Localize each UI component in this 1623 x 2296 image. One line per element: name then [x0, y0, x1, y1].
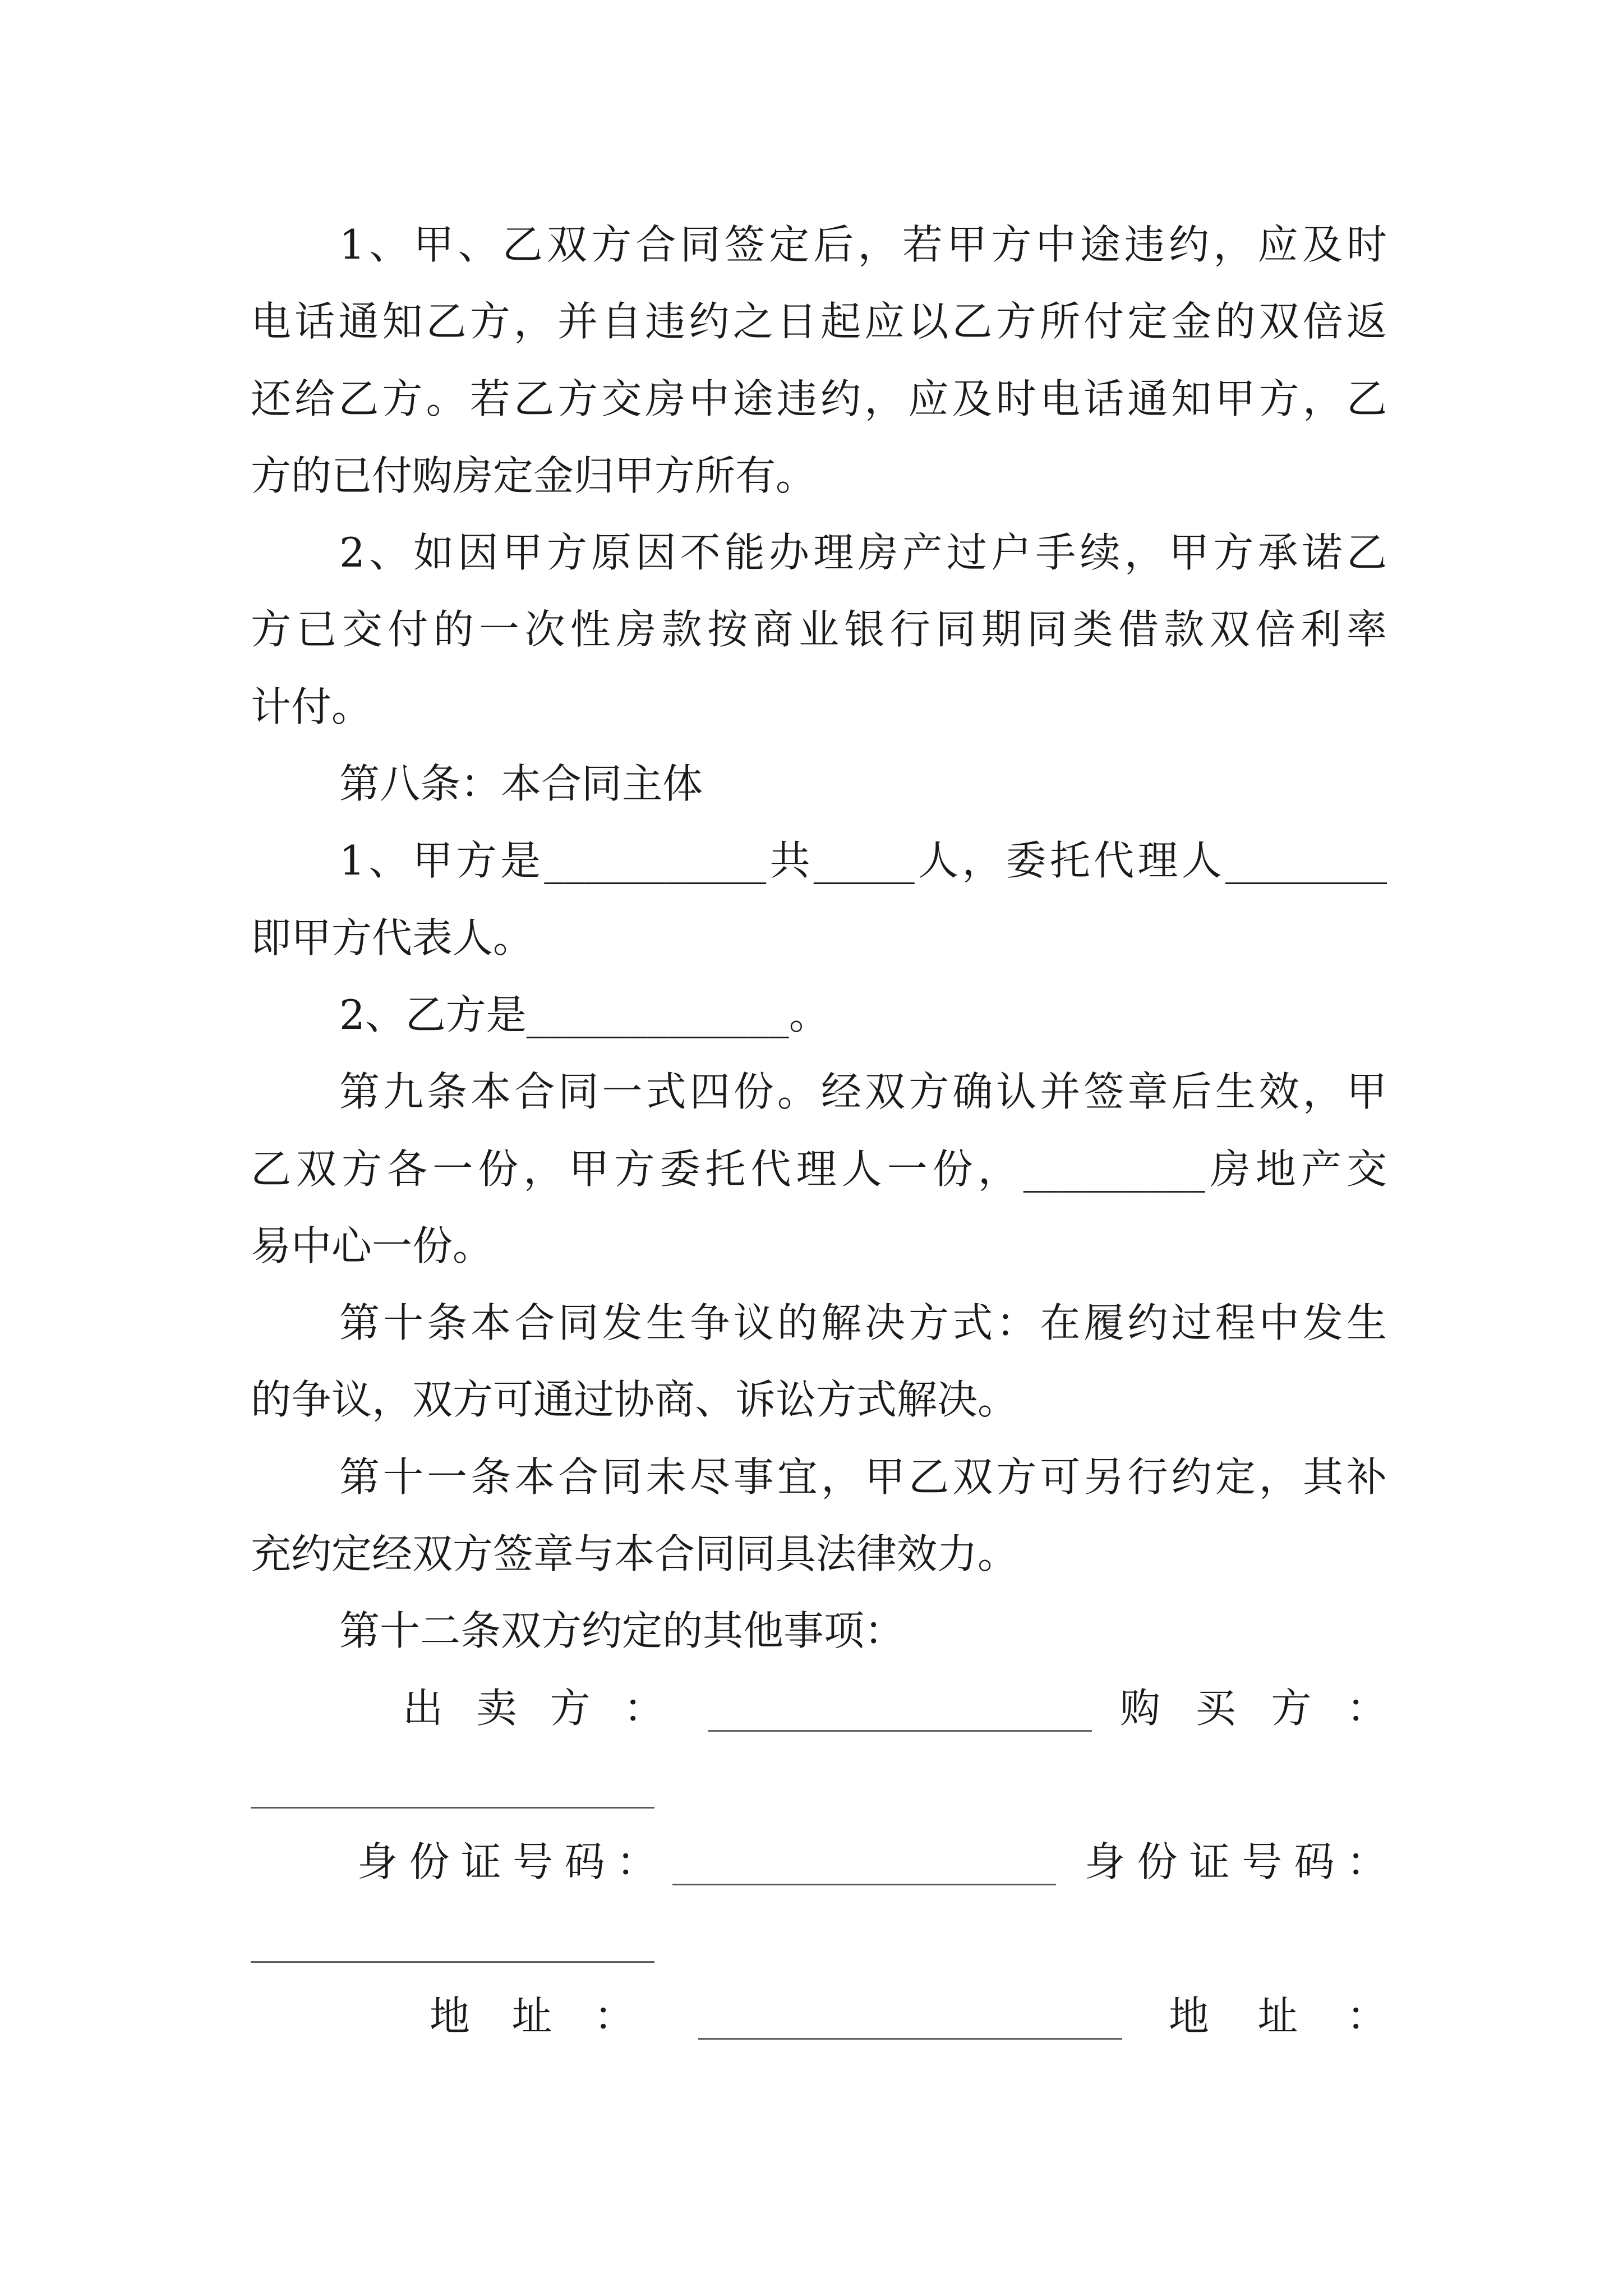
- seller-label: 出卖方：: [403, 1684, 664, 1732]
- breach-clause-item-1-line: 还给乙方。若乙方交房中途违约，应及时电话通知甲方，乙: [251, 375, 1387, 422]
- breach-clause-item-2-line: 计付。: [251, 683, 372, 730]
- breach-clause-item-1-line: 电话通知乙方，并自违约之日起应以乙方所付定金的双倍返: [251, 298, 1387, 346]
- buyer-name-blank: ____________________: [251, 1761, 654, 1809]
- buyer-address-label: 地址：: [1169, 1992, 1387, 2040]
- signature-row-buyer-blank: [251, 1747, 1387, 1824]
- buyer-label: 购买方：: [1120, 1684, 1387, 1732]
- article-10-line: 第十条本合同发生争议的解决方式：在履约过程中发生: [339, 1299, 1387, 1347]
- buyer-id-label: 身份证号码：: [1085, 1838, 1387, 1886]
- article-8-item-2-line: 2、乙方是_____________。: [339, 991, 829, 1038]
- seller-address-blank: _____________________: [698, 1992, 1122, 2040]
- breach-clause-item-2-line: 方已交付的一次性房款按商业银行同期同类借款双倍利率: [251, 606, 1387, 654]
- contract-body: [251, 206, 1387, 2055]
- article-9-line: 乙双方各一份，甲方委托代理人一份，_________房地产交: [251, 1145, 1387, 1193]
- breach-clause-item-1-line: 方的已付购房定金归甲方所有。: [251, 452, 817, 499]
- article-9-line: 易中心一份。: [251, 1222, 494, 1269]
- breach-clause-item-2-line: 2、如因甲方原因不能办理房产过户手续，甲方承诺乙: [339, 529, 1387, 577]
- seller-id-blank: ___________________: [672, 1838, 1056, 1886]
- seller-address-label: 地址：: [430, 1992, 634, 2040]
- article-8-item-1-line: 即甲方代表人。: [251, 914, 534, 961]
- article-11-line: 第十一条本合同未尽事宜，甲乙双方可另行约定，其补: [339, 1453, 1387, 1501]
- signature-row-parties: [251, 1670, 1387, 1747]
- article-11-line: 充约定经双方签章与本合同同具法律效力。: [251, 1530, 1018, 1578]
- article-12-heading: 第十二条双方约定的其他事项：: [339, 1607, 905, 1655]
- breach-clause-item-1-line: 1、甲、乙双方合同签定后，若甲方中途违约，应及时: [339, 221, 1387, 268]
- seller-id-label: 身份证号码：: [357, 1838, 657, 1886]
- article-8-heading: 第八条：本合同主体: [339, 760, 703, 808]
- signature-row-id-numbers: [251, 1824, 1387, 1901]
- article-8-item-1-line: 1、甲方是___________共_____人，委托代理人________: [339, 837, 1387, 885]
- signature-row-addresses: [251, 1978, 1387, 2055]
- article-9-line: 第九条本合同一式四份。经双方确认并签章后生效，甲: [339, 1068, 1387, 1116]
- buyer-id-blank: ____________________: [251, 1915, 654, 1963]
- article-10-line: 的争议，双方可通过协商、诉讼方式解决。: [251, 1376, 1018, 1424]
- signature-row-buyer-id-blank: [251, 1901, 1387, 1978]
- seller-name-blank: ___________________: [708, 1684, 1092, 1732]
